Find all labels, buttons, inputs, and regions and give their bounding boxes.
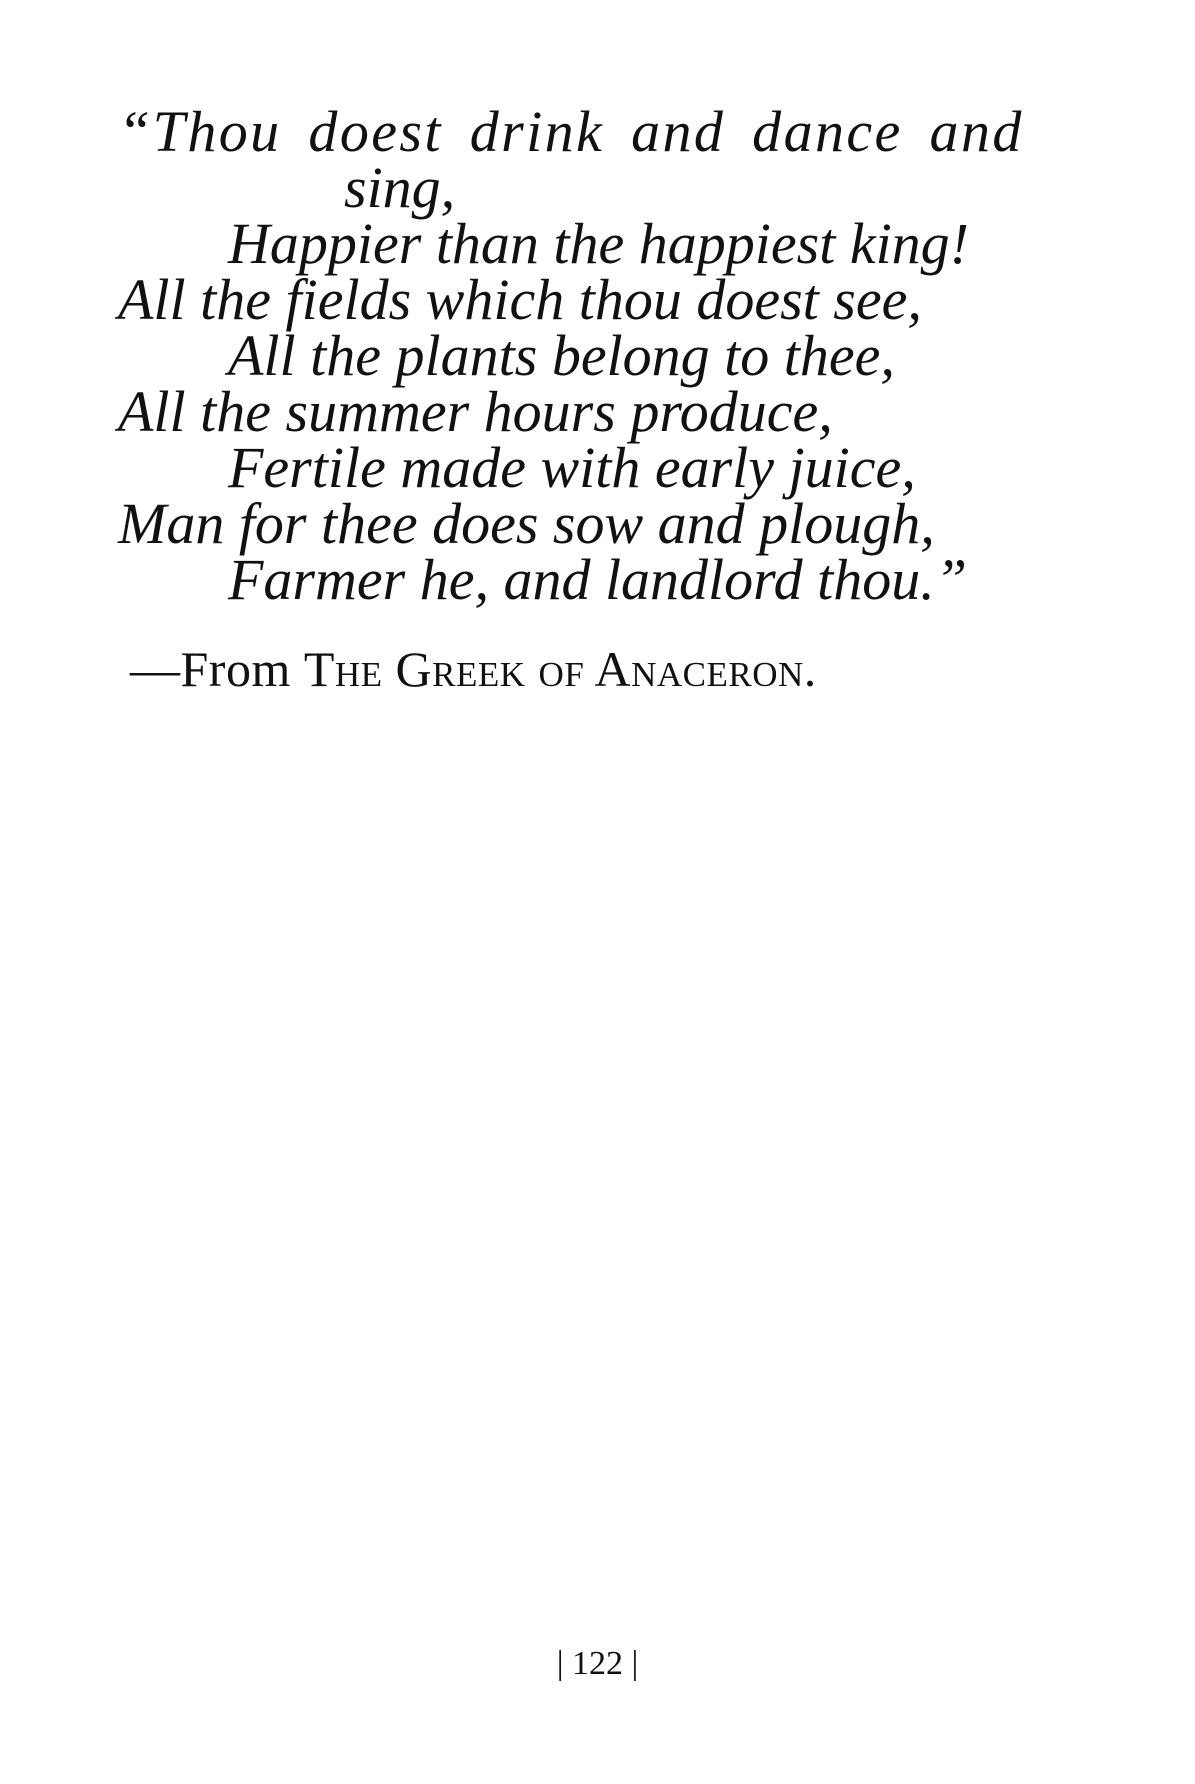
poem-line: “Thou doest drink and dance and [118,99,1024,164]
poem-line: All the summer hours produce, [118,379,833,444]
poem-line: Man for thee does sow and plough, [118,491,935,556]
poem-line: All the plants belong to thee, [228,323,895,388]
poem-line: Happier than the happiest king! [228,211,970,276]
attribution-prefix: —From [130,641,304,697]
poem-line: All the fields which thou doest see, [118,267,922,332]
poem-stanza [118,99,1078,612]
poem-line: Fertile made with early juice, [228,435,916,500]
poem-attribution [130,640,817,698]
poem-line: Farmer he, and landlord thou.” [228,547,967,612]
poem-line-continuation: sing, [344,155,456,220]
page-number: | 122 | [556,1645,639,1682]
attribution-source: The Greek of Anaceron. [303,641,817,697]
